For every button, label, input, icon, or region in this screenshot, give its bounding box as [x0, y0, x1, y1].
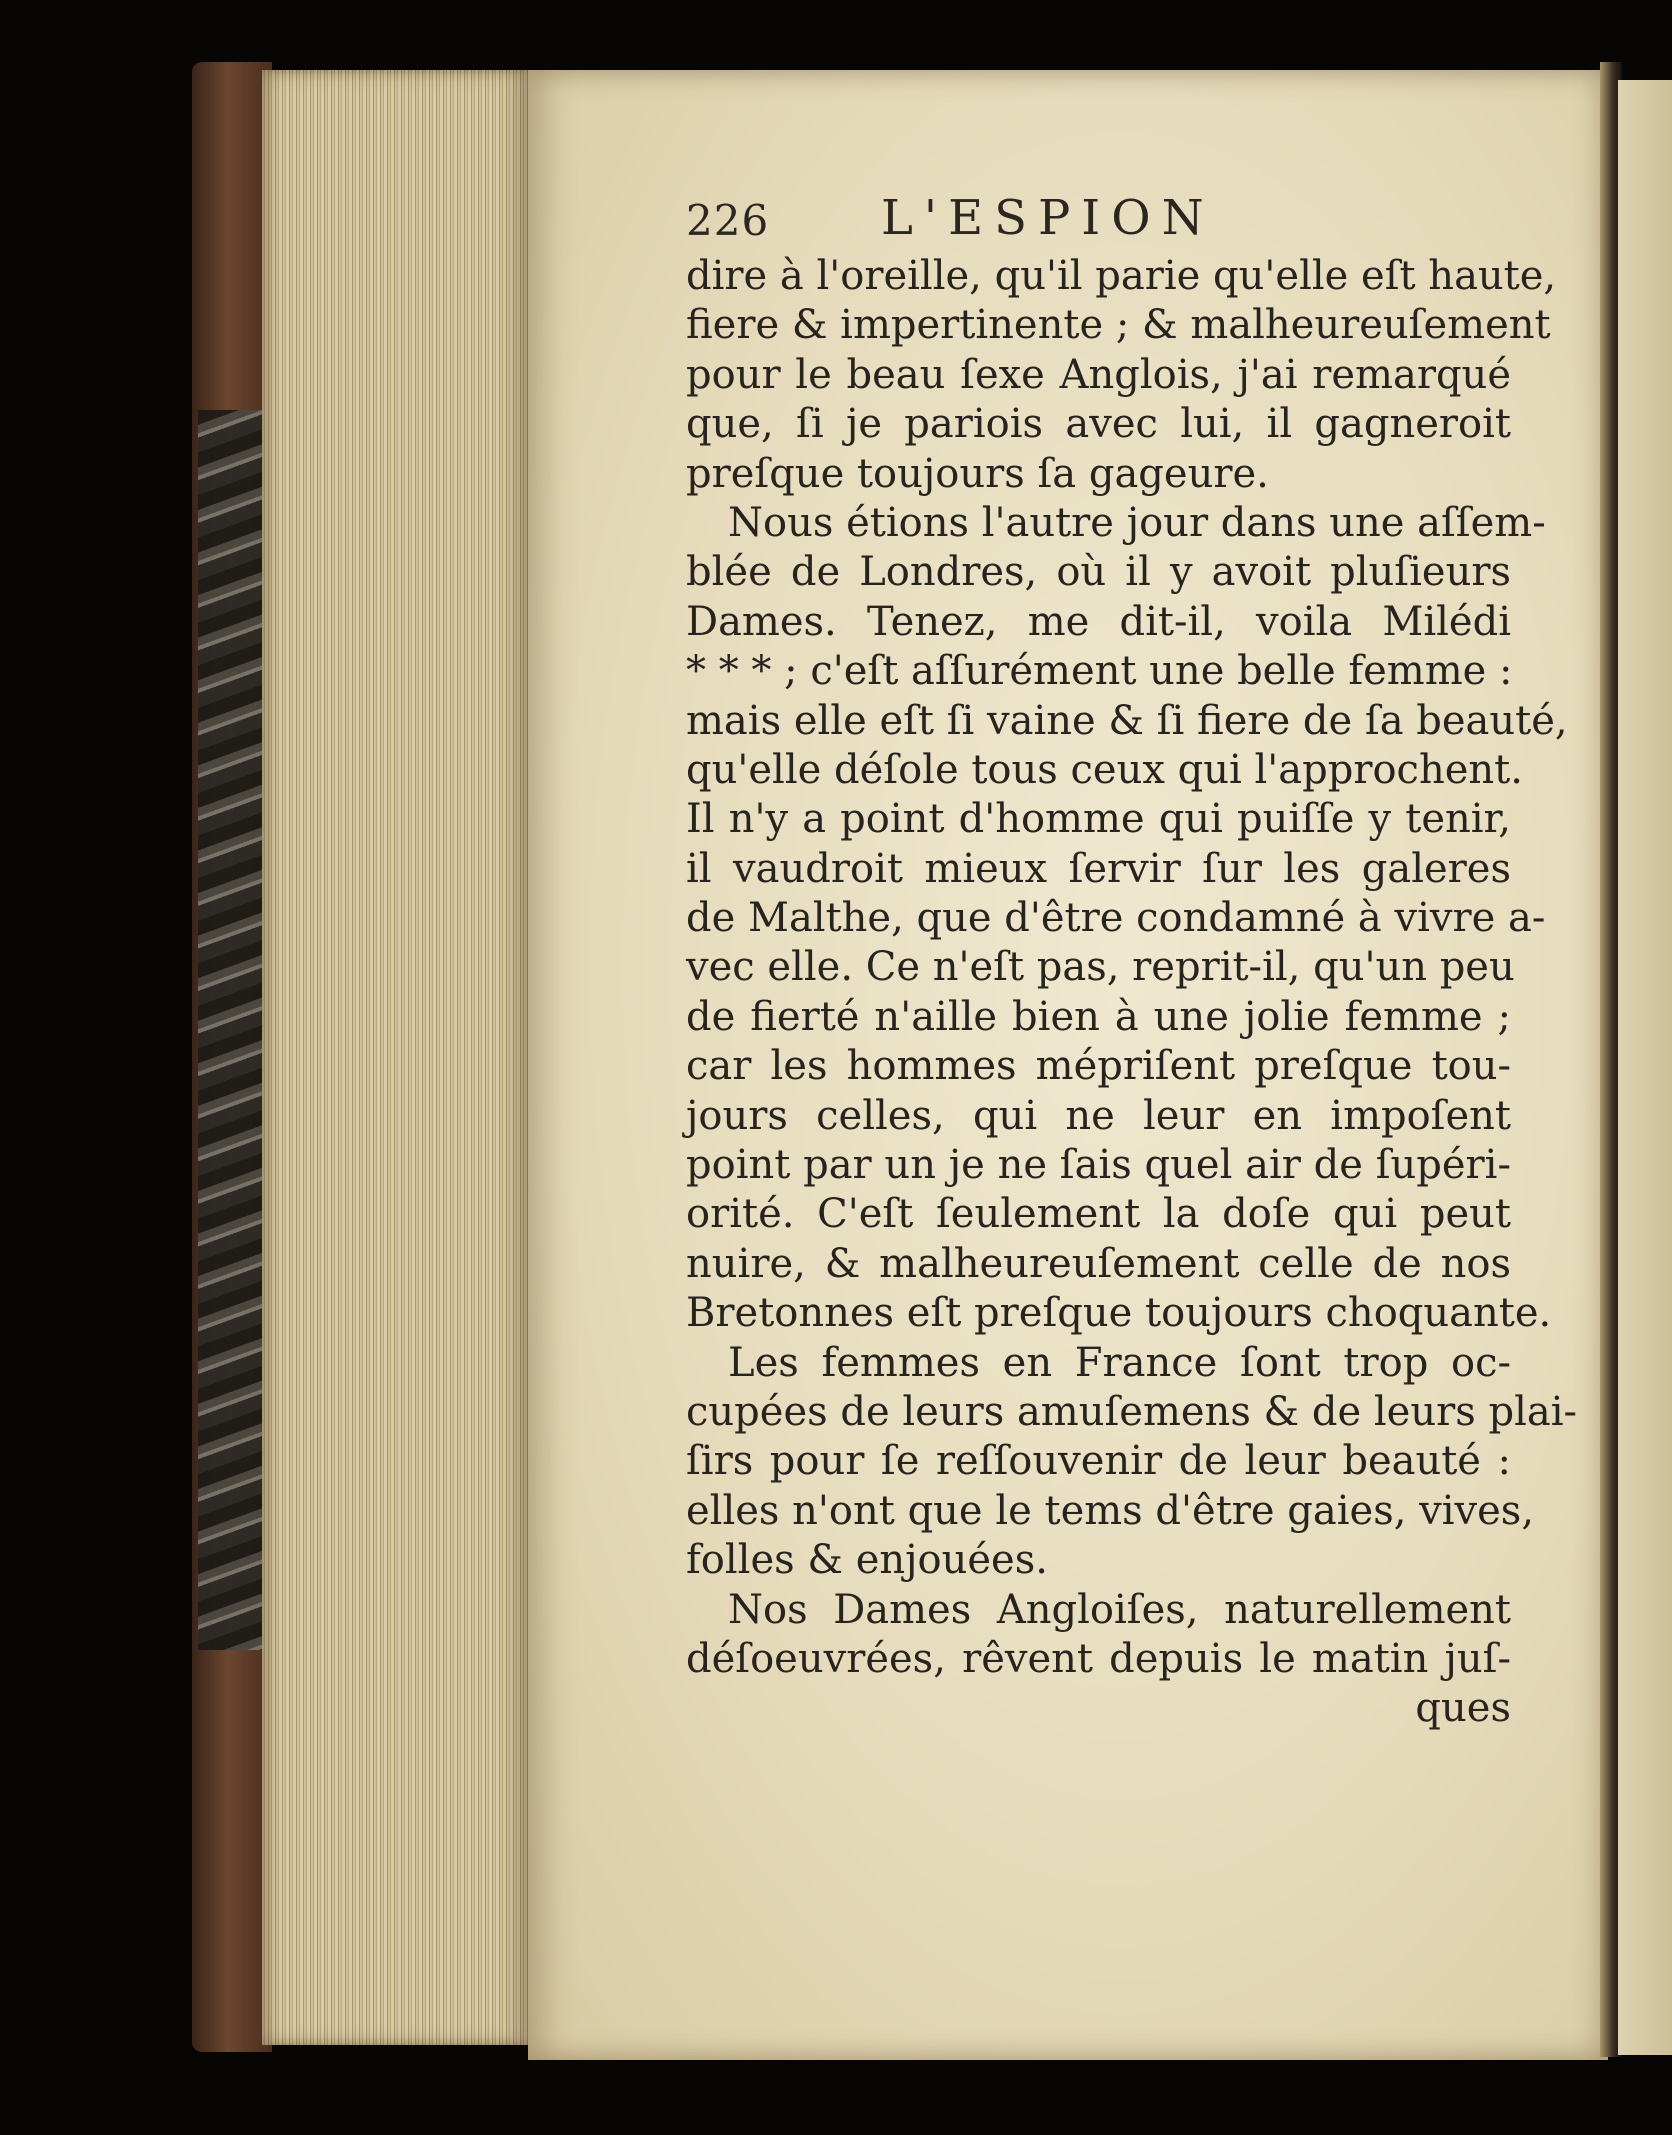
- text-line: Bretonnes eſt preſque toujours choquante.: [686, 1290, 1552, 1337]
- text-line: vec elle. Ce n'eſt pas, reprit-il, qu'un peu: [686, 944, 1515, 991]
- text-line: ſirs pour ſe reſſouvenir de leur beauté :: [686, 1438, 1511, 1485]
- text-line: qu'elle déſole tous ceux qui l'approchent.: [686, 746, 1523, 793]
- text-line: il vaudroit mieux ſervir ſur les galeres: [686, 845, 1511, 892]
- text-line: nuire, & malheureuſement celle de nos: [686, 1240, 1511, 1287]
- text-line: Nos Dames Angloiſes, naturellement: [728, 1586, 1511, 1633]
- text-line: blée de Londres, où il y avoit pluſieurs: [686, 549, 1511, 596]
- catchword: ques: [1415, 1685, 1511, 1732]
- text-line: folles & enjouées.: [686, 1537, 1048, 1584]
- catchword-row: [686, 1684, 1511, 1733]
- text-line: déſoeuvrées, rêvent depuis le matin juſ-: [686, 1635, 1511, 1682]
- marbled-cover: [198, 410, 272, 1650]
- text-line: de fierté n'aille bien à une jolie femme ;: [686, 993, 1511, 1040]
- text-line: point par un je ne ſais quel air de ſupéri-: [686, 1142, 1511, 1189]
- text-line: fiere & impertinente ; & malheureuſement: [686, 302, 1551, 349]
- next-page-edge: [1618, 80, 1672, 2055]
- text-line: Nous étions l'autre jour dans une aſſem-: [728, 499, 1546, 546]
- text-line: que, ſi je pariois avec lui, il gagneroit: [686, 401, 1511, 448]
- text-line: pour le beau ſexe Anglois, j'ai remarqué: [686, 351, 1511, 398]
- text-line: * * * ; c'eſt aſſurément une belle femme :: [686, 648, 1513, 695]
- text-line: preſque toujours ſa gageure.: [686, 450, 1269, 497]
- text-line: mais elle eſt ſi vaine & ſi fiere de ſa beauté,: [686, 697, 1568, 744]
- text-line: car les hommes mépriſent preſque tou-: [686, 1043, 1511, 1090]
- page-number: 226: [686, 196, 770, 245]
- text-line: elles n'ont que le tems d'être gaies, vives,: [686, 1487, 1535, 1534]
- running-title: L'ESPION: [881, 190, 1215, 246]
- text-line: cupées de leurs amuſemens & de leurs plai-: [686, 1388, 1578, 1435]
- text-line: dire à l'oreille, qu'il parie qu'elle eſt haute,: [686, 253, 1557, 299]
- text-line: Il n'y a point d'homme qui puiſſe y tenir,: [686, 796, 1511, 843]
- text-line: Dames. Tenez, me dit-il, voila Milédi: [686, 598, 1511, 645]
- text-line: orité. C'eſt ſeulement la doſe qui peut: [686, 1191, 1511, 1238]
- text-line: de Malthe, que d'être condamné à vivre a-: [686, 895, 1546, 942]
- page-header: [686, 190, 1286, 260]
- text-line: jours celles, qui ne leur en impoſent: [686, 1092, 1511, 1139]
- page-edges: [262, 70, 530, 2045]
- text-line: Les femmes en France ſont trop oc-: [728, 1339, 1511, 1386]
- page-text: [686, 252, 1578, 1734]
